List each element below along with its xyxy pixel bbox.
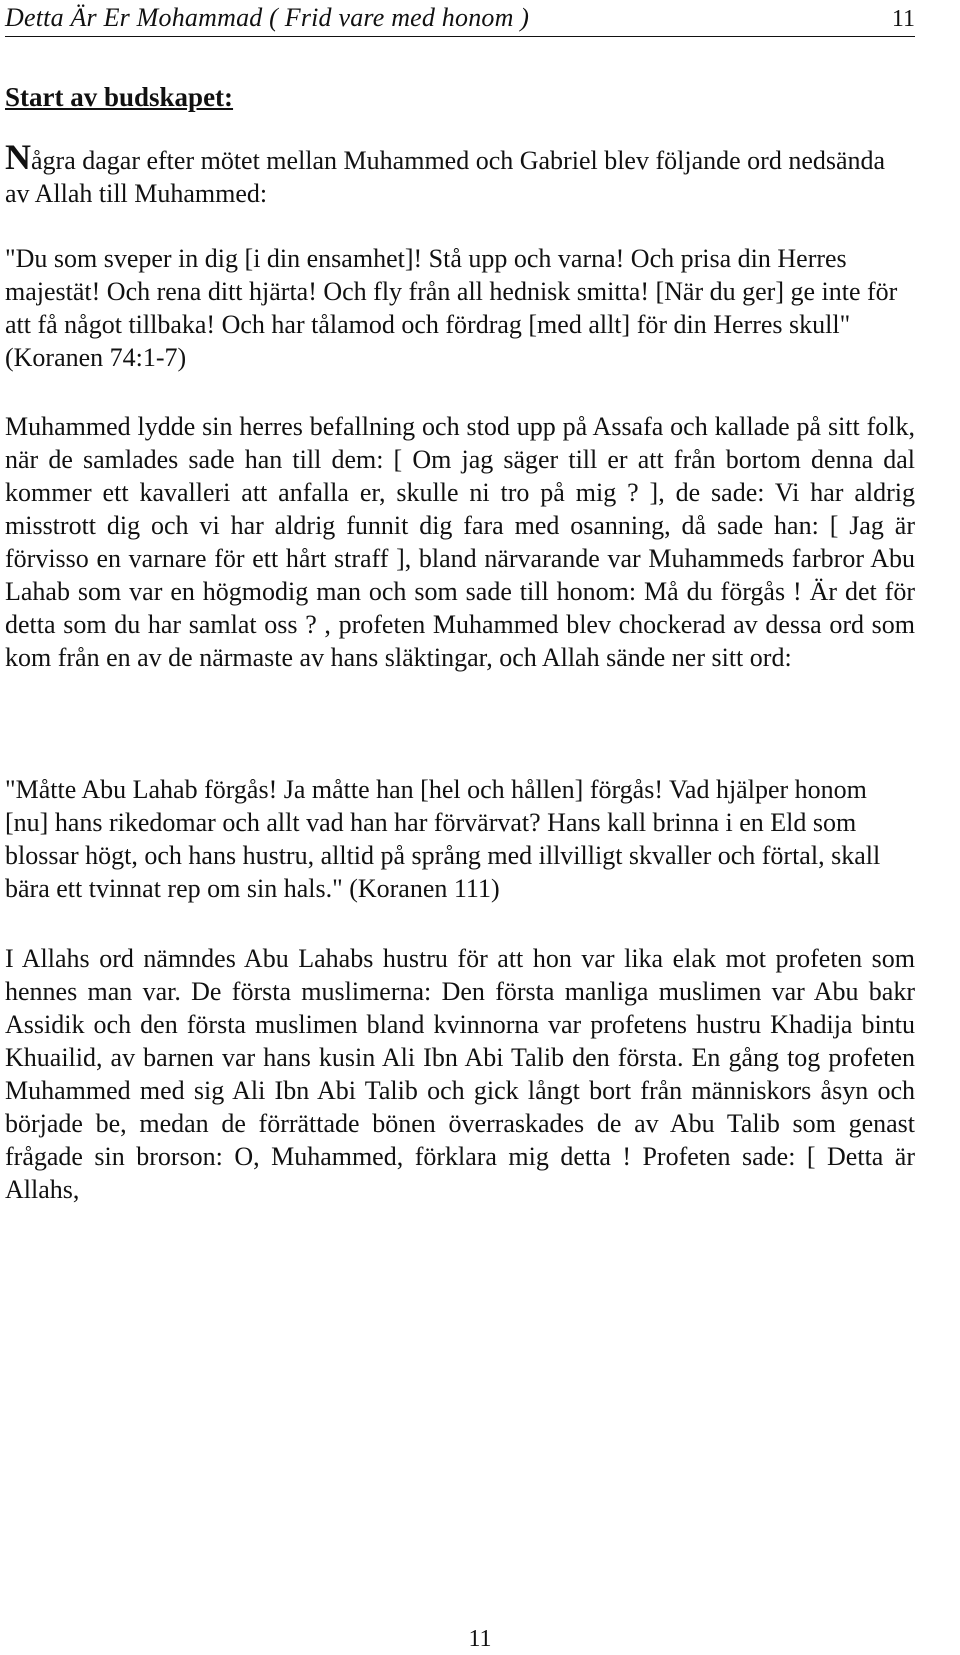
quote-paragraph-2: "Måtte Abu Lahab förgås! Ja måtte han [hel och hållen] förgås! Vad hjälper honom [nu] hans rikedomar och allt vad han har förvärvat? Hans kall brinna i en Eld som blossar högt, och hans hustru, alltid på språng med illvilligt skvaller och förtal, skall bära ett tvinnat rep om sin hals." (Koranen 111) [5,775,881,903]
header-title: Detta Är Er Mohammad ( Frid vare med honom ) [5,3,530,32]
header-page-number: 11 [891,6,915,32]
quote-paragraph-1: "Du som sveper in dig [i din ensamhet]! Stå upp och varna! Och prisa din Herres majestät! Och rena ditt hjärta! Och fly från all hednisk smitta! [När du ger] ge inte för att få något tillbaka! Och har tålamod och fördrag [med allt] för din Herres skull" (Koranen 74:1-7) [5,244,898,372]
footer-page-number: 11 [468,1626,492,1652]
running-header [5,0,915,37]
intro-paragraph [5,137,915,210]
section-heading: Start av budskapet: [5,82,234,112]
intro-text: ågra dagar efter mötet mellan Muhammed och Gabriel blev följande ord nedsända av Allah till Muhammed: [5,146,886,208]
narrative-paragraph-2: I Allahs ord nämndes Abu Lahabs hustru för att hon var lika elak mot profeten som hennes man var. De första muslimerna: Den första manliga muslimen var Abu bakr Assidik och den första muslimen bland kvinnorna var profetens hustru Khadija bintu Khuailid, av barnen var hans kusin Ali Ibn Abi Talib den första. En gång tog profeten Muhammed med sig Ali Ibn Abi Talib och gick långt bort från människors åsyn och började be, medan de förrättade bönen överraskades de av Abu Talib som genast frågade sin brorson: O, Muhammed, förklara mig detta ! Profeten sade: [ Detta är Allahs, [5,944,915,1204]
narrative-paragraph-1: Muhammed lydde sin herres befallning och stod upp på Assafa och kallade på sitt folk, när de samlades sade han till dem: [ Om jag säger till er att från bortom denna dal kommer ett kavalleri att anfalla er, skulle ni tro på mig ? ], de sade: Vi har aldrig misstrott dig och vi har aldrig funnit dig fara med osanning, då sade han: [ Jag är förvisso en varnare för ett hårt straff ], bland närvarande var Muhammeds farbror Abu Lahab som var en högmodig man och som sade till honom: Må du förgås ! Är det för detta som du har samlat oss ? , profeten Muhammed blev chockerad av dessa ord som kom från en av de närmaste av hans släktingar, och Allah sände ner sitt ord: [5,412,915,672]
drop-cap: N [5,137,31,177]
